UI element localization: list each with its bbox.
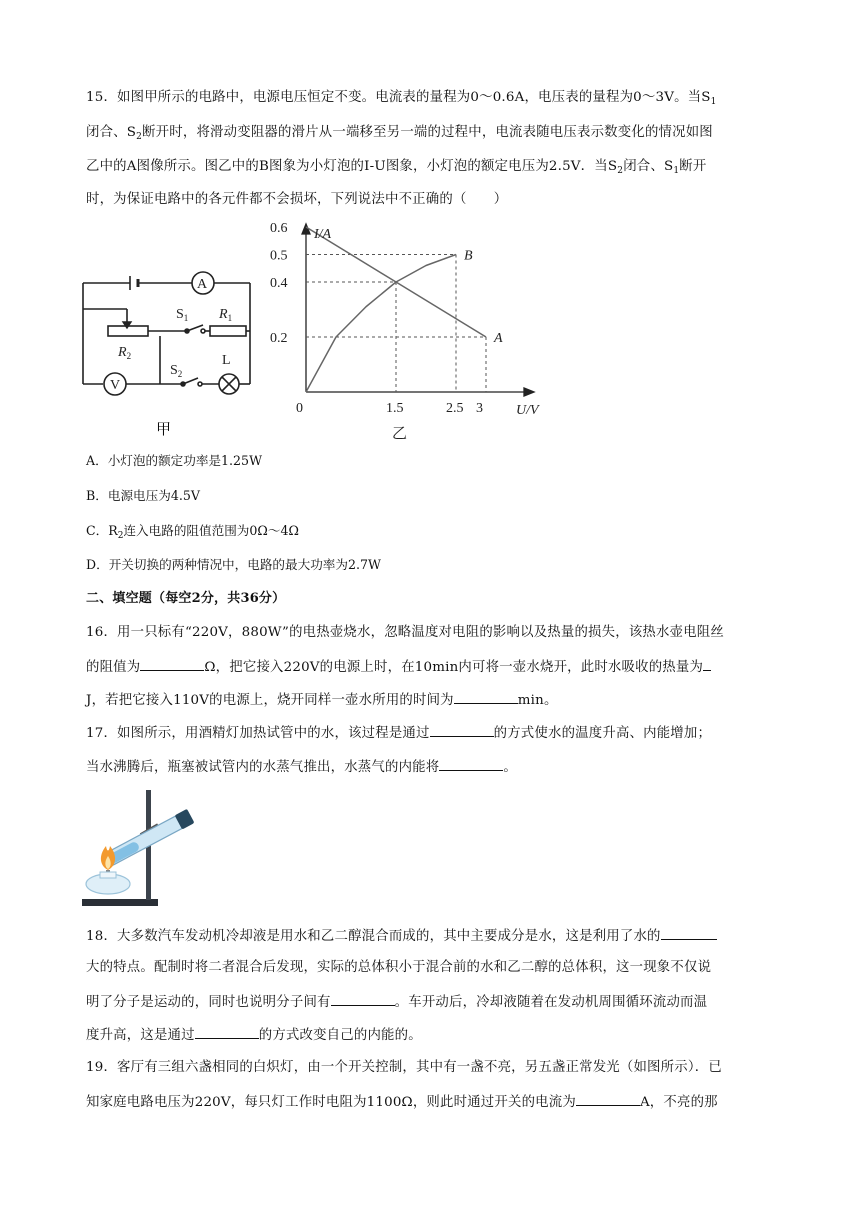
y-tick-label: 0.2 <box>270 331 288 346</box>
q18-line-4: 度升高，这是通过 的方式改变自己的内能的。 <box>86 1024 422 1046</box>
lamp-label: L <box>222 353 231 368</box>
x-tick-label: 3 <box>476 401 483 416</box>
blank-18-2 <box>331 991 395 1006</box>
option-b: B．电源电压为4.5V <box>86 488 200 503</box>
q16-line-1: 16．用一只标有“220V，880W”的电热壶烧水，忽略温度对电阻的影响以及热量的损失，该热水壶电阻丝 <box>86 625 724 640</box>
y-axis-label: I/A <box>314 227 332 242</box>
ammeter-label: A <box>197 277 208 292</box>
blank-16-1 <box>140 656 204 671</box>
q17-line-2: 当水沸腾后，瓶塞被试管内的水蒸气推出，水蒸气的内能将 。 <box>86 756 517 778</box>
x-axis-label: U/V <box>516 403 539 418</box>
x-axis-arrow <box>524 388 534 396</box>
q15-line-2: 闭合、$S_2$断开时，将滑动变阻器的滑片从一端移至另一端的过程中，电流表随电压表示数变化的情况如图 <box>86 125 713 142</box>
slider-arrow <box>123 322 131 328</box>
option-d: D．开关切换的两种情况中，电路的最大功率为2.7W <box>86 557 381 572</box>
q16-line-2: 的阻值为 Ω，把它接入220V的电源上时，在10min内可将一壶水烧开，此时水吸收的热量为 <box>86 656 711 678</box>
q18-line-2: 大的特点。配制时将二者混合后发现，实际的总体积小于混合前的水和乙二醇的总体积，这一现象不仅说 <box>86 960 712 975</box>
x-tick-label: 1.5 <box>386 401 404 416</box>
svg-text:S2: $S_2$ <box>170 363 183 379</box>
circuit-caption: 甲 <box>156 422 172 438</box>
iu-chart <box>264 221 539 444</box>
series-b-curve <box>306 255 456 393</box>
y-tick-label: 0.5 <box>270 248 288 264</box>
svg-text:S1: $S_1$ <box>176 307 189 323</box>
svg-text:R2: $R_2$ <box>118 345 132 361</box>
svg-text:R1: $R_1$ <box>219 307 233 323</box>
q19-line-2: 知家庭电路电压为220V，每只灯工作时电阻为1100Ω，则此时通过开关的电流为 A，不亮的那 <box>86 1091 718 1113</box>
q19-line-1: 19．客厅有三组六盏相同的白炽灯，由一个开关控制，其中有一盏不亮，另五盏正常发光（如图所示）．已 <box>86 1060 722 1075</box>
x-tick-label: 0 <box>296 401 303 416</box>
stand-base <box>82 899 158 906</box>
q15-line-1: 15．如图甲所示的电路中，电源电压恒定不变。电流表的量程为0～0.6A，电压表的量程为0～3V。当$S_1$ <box>86 90 717 107</box>
y-tick-label: 0.6 <box>270 221 288 236</box>
blank-17-2 <box>439 756 503 771</box>
series-a-label: A <box>494 331 503 346</box>
q16-line-3: J，若把它接入110V的电源上，烧开同样一壶水所用的时间为 min。 <box>86 689 558 711</box>
chart-caption: 乙 <box>392 426 408 442</box>
voltmeter-label: V <box>110 378 121 393</box>
section-title: 二、填空题（每空2分，共36分） <box>86 591 286 606</box>
blank-18-3 <box>195 1024 259 1039</box>
r1-label: R <box>219 307 228 322</box>
blank-16-2 <box>703 656 711 671</box>
option-c: C．$R_2$连入电路的阻值范围为0Ω～4Ω <box>86 523 299 541</box>
blank-19-1 <box>576 1091 640 1106</box>
r2-label: R <box>118 345 127 360</box>
q18-line-1: 18．大多数汽车发动机冷却液是用水和乙二醇混合而成的，其中主要成分是水，这是利用了水的 <box>86 925 717 947</box>
circuit-diagram <box>70 262 270 442</box>
blank-16-3 <box>454 689 518 704</box>
blank-18-1 <box>661 925 717 940</box>
series-b-label: B <box>464 248 473 264</box>
s1-label: S <box>176 307 184 322</box>
alcohol-lamp-figure <box>80 784 210 910</box>
blank-17-1 <box>430 722 494 737</box>
r1-resistor <box>210 326 246 336</box>
y-tick-label: 0.4 <box>270 276 288 291</box>
q18-line-3: 明了分子是运动的，同时也说明分子间有 。车开动后，冷却液随着在发动机周围循环流动而温 <box>86 991 707 1013</box>
q17-line-1: 17．如图所示，用酒精灯加热试管中的水，该过程是通过 的方式使水的温度升高、内能增加； <box>86 722 711 744</box>
option-a: A．小灯泡的额定功率是1.25W <box>86 453 263 468</box>
switch-s2 <box>183 378 198 384</box>
x-tick-label: 2.5 <box>446 401 464 416</box>
q15-line-3: 乙中的A图像所示。图乙中的B图象为小灯泡的I-U图象，小灯泡的额定电压为2.5V．当$S_2$闭合、$S_1$断开 <box>86 159 707 176</box>
q15-line-4: 时，为保证电路中的各元件都不会损坏，下列说法中不正确的（ ） <box>86 192 508 207</box>
s2-label: S <box>170 363 178 378</box>
